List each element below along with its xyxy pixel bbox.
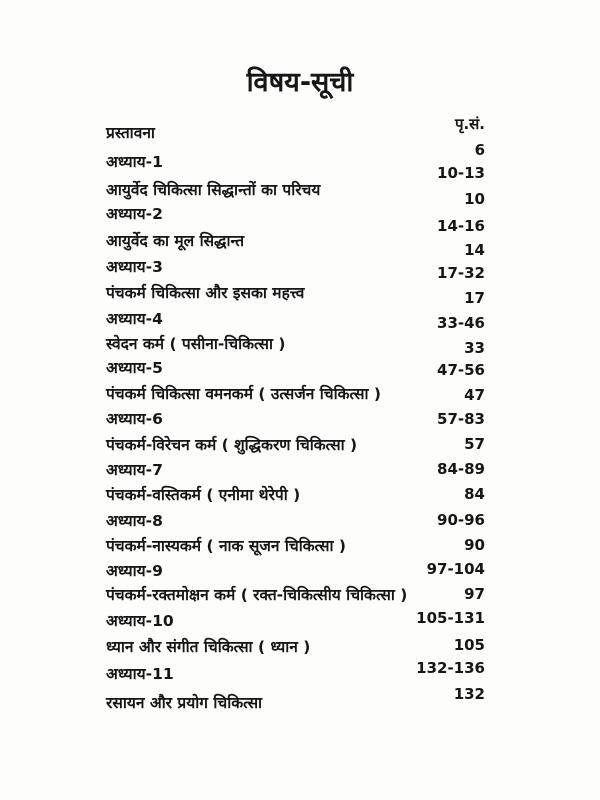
chapter-page-range: 17-32 [437, 264, 485, 282]
chapter-title: पंचकर्म-विरेचन कर्म ( शुद्धिकरण चिकित्सा ) [106, 436, 358, 454]
chapter-title: पंचकर्म-नास्यकर्म ( नाक सूजन चिकित्सा ) [106, 537, 347, 555]
chapter-page-range: 47-56 [437, 361, 485, 379]
chapter-page-range: 132-136 [416, 659, 485, 677]
chapter-title: पंचकर्म चिकित्सा और इसका महत्त्व [106, 284, 305, 302]
chapter-label: अध्याय-8 [106, 512, 163, 530]
toc-preface-title: प्रस्तावना [106, 124, 155, 142]
chapter-start-page: 90 [464, 536, 485, 554]
chapter-title: पंचकर्म चिकित्सा वमनकर्म ( उत्सर्जन चिकित्सा ) [106, 385, 381, 403]
chapter-label: अध्याय-5 [106, 359, 163, 377]
chapter-title: ध्यान और संगीत चिकित्सा ( ध्यान ) [106, 638, 311, 656]
chapter-label: अध्याय-6 [106, 410, 163, 428]
toc-preface-page: 6 [474, 141, 485, 159]
chapter-label: अध्याय-7 [106, 461, 163, 479]
chapter-label: अध्याय-10 [106, 612, 174, 630]
chapter-label: अध्याय-1 [106, 153, 163, 171]
page-title: विषय-सूची [246, 67, 354, 98]
chapter-start-page: 47 [464, 386, 485, 404]
chapter-page-range: 105-131 [416, 609, 485, 627]
chapter-title: आयुर्वेद का मूल सिद्धान्त [106, 232, 245, 250]
chapter-label: अध्याय-4 [106, 310, 163, 328]
chapter-page-range: 10-13 [437, 164, 485, 182]
chapter-title: रसायन और प्रयोग चिकित्सा [106, 694, 263, 712]
chapter-start-page: 17 [464, 289, 485, 307]
chapter-title: स्वेदन कर्म ( पसीना-चिकित्सा ) [106, 335, 286, 353]
chapter-start-page: 105 [453, 636, 485, 654]
chapter-start-page: 132 [453, 685, 485, 703]
page-column-header: पृ.सं. [454, 115, 485, 133]
chapter-page-range: 90-96 [437, 511, 485, 529]
chapter-page-range: 97-104 [426, 560, 485, 578]
chapter-start-page: 14 [464, 241, 485, 259]
chapter-page-range: 84-89 [437, 460, 485, 478]
chapter-start-page: 97 [464, 585, 485, 603]
chapter-label: अध्याय-11 [106, 665, 174, 683]
chapter-page-range: 57-83 [437, 410, 485, 428]
chapter-page-range: 14-16 [437, 217, 485, 235]
chapter-page-range: 33-46 [437, 314, 485, 332]
chapter-label: अध्याय-3 [106, 258, 163, 276]
chapter-title: आयुर्वेद चिकित्सा सिद्धान्तों का परिचय [106, 181, 321, 199]
chapter-start-page: 84 [464, 485, 485, 503]
chapter-start-page: 10 [464, 190, 485, 208]
chapter-title: पंचकर्म-वस्तिकर्म ( एनीमा थेरेपी ) [106, 486, 301, 504]
chapter-label: अध्याय-2 [106, 205, 163, 223]
chapter-label: अध्याय-9 [106, 562, 163, 580]
chapter-start-page: 33 [464, 339, 485, 357]
chapter-start-page: 57 [464, 435, 485, 453]
chapter-title: पंचकर्म-रक्तमोक्षन कर्म ( रक्त-चिकित्सीय चिकित्सा ) [106, 586, 408, 604]
